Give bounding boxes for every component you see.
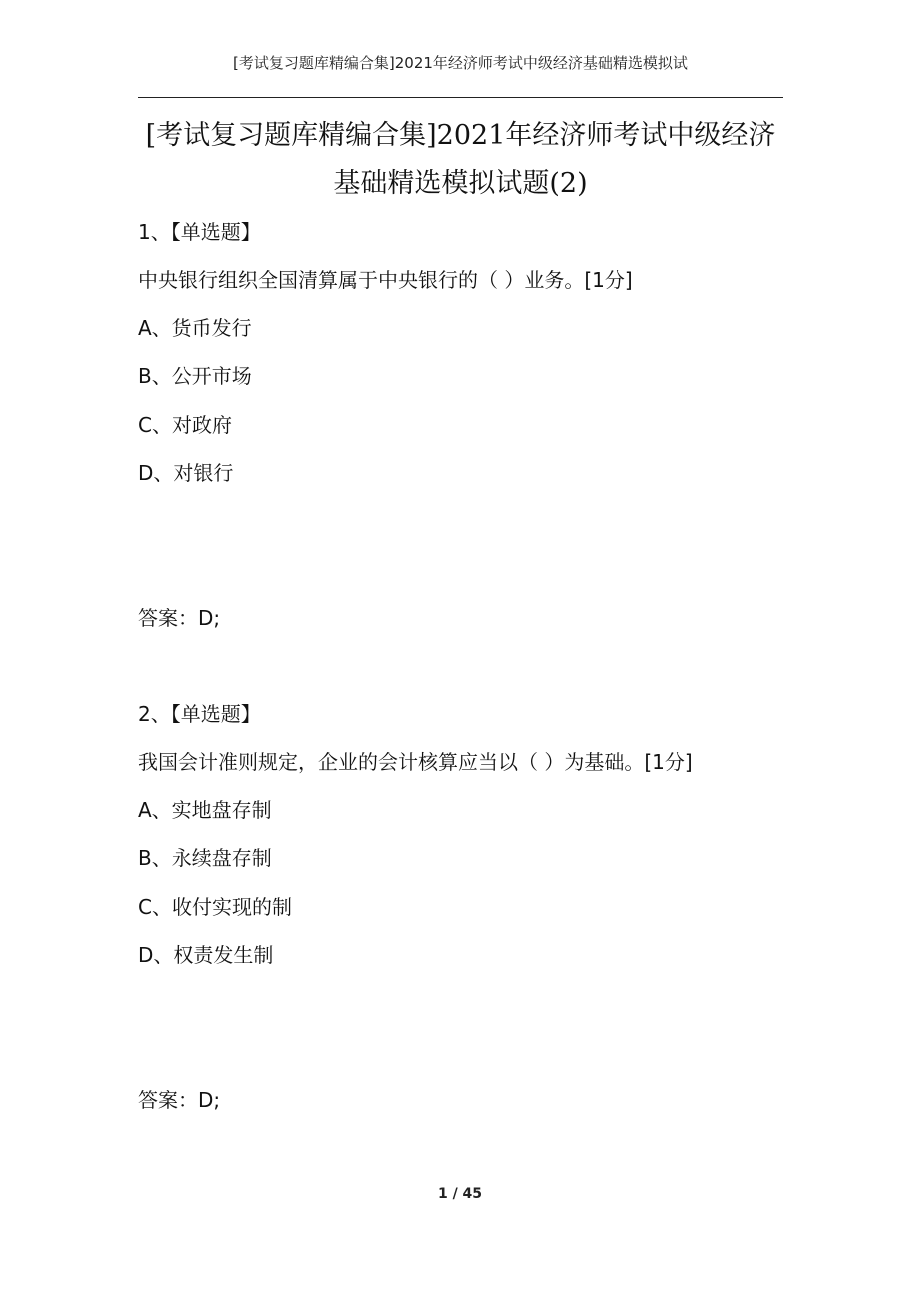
question-2-option-a: A、实地盘存制 xyxy=(138,798,272,822)
question-2-heading: 2、【单选题】 xyxy=(138,702,261,726)
question-1-answer: 答案：D; xyxy=(138,606,221,630)
question-2-option-b: B、永续盘存制 xyxy=(138,846,272,870)
question-1-option-b: B、公开市场 xyxy=(138,364,252,388)
question-1-option-a: A、货币发行 xyxy=(138,316,252,340)
header-divider xyxy=(138,97,783,98)
question-2-answer: 答案：D; xyxy=(138,1088,221,1112)
document-title-line-2: 基础精选模拟试题(2) xyxy=(333,168,588,199)
question-1-heading: 1、【单选题】 xyxy=(138,220,261,244)
running-header: [考试复习题库精编合集]2021年经济师考试中级经济基础精选模拟试 xyxy=(233,54,688,72)
question-2-stem: 我国会计准则规定，企业的会计核算应当以（ ）为基础。[1分] xyxy=(138,750,693,774)
page-number: 1 / 45 xyxy=(437,1186,483,1202)
document-title xyxy=(138,112,783,208)
question-2-option-d: D、权责发生制 xyxy=(138,943,274,967)
question-1-stem: 中央银行组织全国清算属于中央银行的（ ）业务。[1分] xyxy=(138,268,633,292)
document-title-line-1: [考试复习题库精编合集]2021年经济师考试中级经济 xyxy=(145,120,776,151)
question-2-option-c: C、收付实现的制 xyxy=(138,895,292,919)
question-1-option-d: D、对银行 xyxy=(138,461,234,485)
question-1-option-c: C、对政府 xyxy=(138,413,232,437)
